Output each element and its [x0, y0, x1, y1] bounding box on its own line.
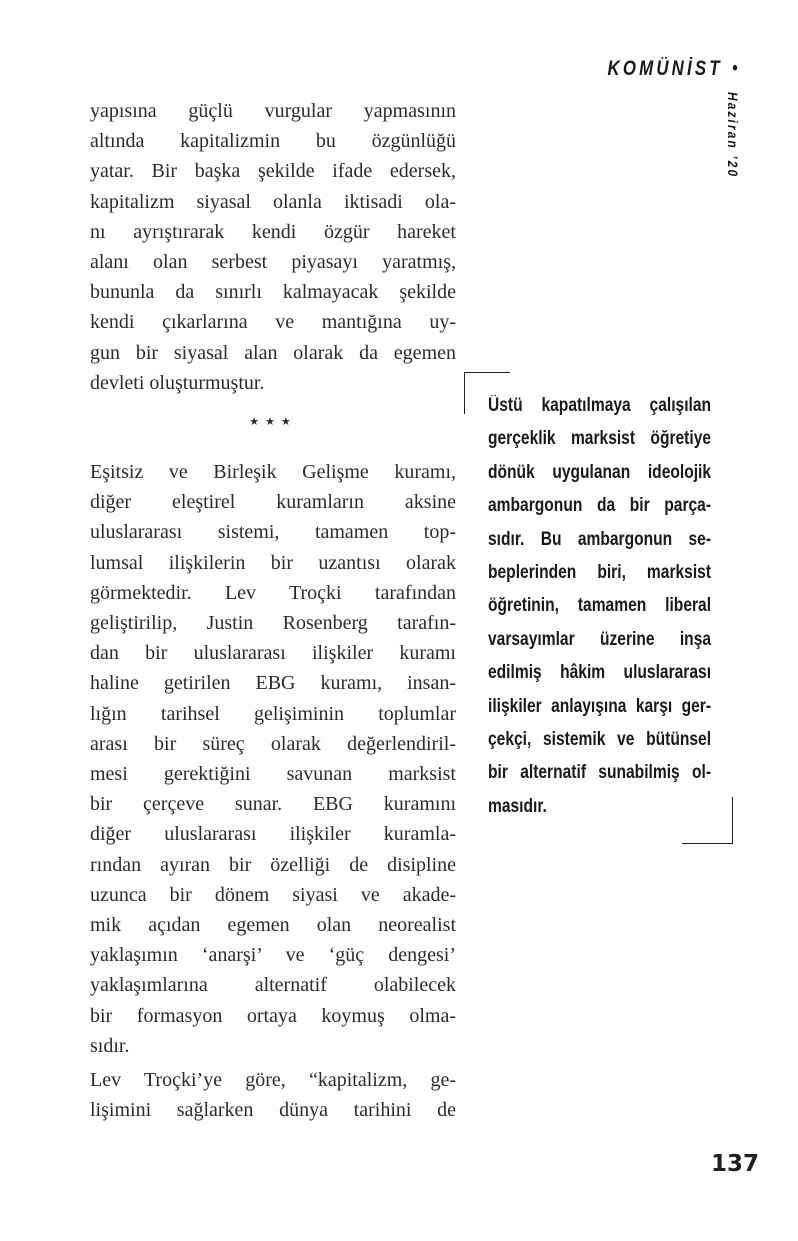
text-line: sıdır. — [90, 1034, 130, 1057]
pull-quote-text — [488, 389, 711, 823]
text-line: gun bir siyasal alan olarak da egemen — [90, 341, 456, 364]
text-line: yapısına güçlü vurgular yapmasının — [90, 100, 456, 122]
page-number: 137 — [710, 1151, 759, 1177]
text-line: dönük uygulanan ideolojik — [488, 461, 712, 483]
text-line: Üstü kapatılmaya çalışılan — [488, 395, 712, 416]
text-line: nı ayrıştırarak kendi özgür hareket — [90, 220, 456, 243]
text-line: öğretinin, tamamen liberal — [488, 595, 712, 617]
text-line: yatar. Bir başka şekilde ifade edersek, — [90, 160, 456, 183]
text-line: Lev Troçki’ye göre, “kapitalizm, ge- — [90, 1069, 456, 1092]
text-line: kendi çıkarlarına ve mantığına uy- — [90, 311, 456, 334]
text-line: yaklaşımın ‘anarşi’ ve ‘güç dengesi’ — [90, 944, 456, 967]
article-paragraph-2 — [90, 457, 456, 1061]
text-line: lumsal ilişkilerin bir uzantısı olarak — [90, 551, 456, 574]
text-line: gerçeklik marksist öğretiye — [488, 428, 712, 450]
text-line: bir çerçeve sunar. EBG kuramını — [90, 793, 456, 816]
text-line: sıdır. Bu ambargonun se- — [488, 528, 712, 550]
text-line: geliştirilip, Justin Rosenberg tarafın- — [90, 612, 456, 635]
text-line: görmektedir. Lev Troçki tarafından — [90, 581, 456, 604]
text-line: arası bir süreç olarak değerlendiril- — [90, 732, 456, 755]
text-line: kapitalizm siyasal olanla iktisadi ola- — [90, 190, 456, 213]
text-line: Eşitsiz ve Birleşik Gelişme kuramı, — [90, 461, 456, 484]
article-body-column — [90, 96, 456, 1126]
article-paragraph-1 — [90, 96, 456, 398]
section-separator-stars: ★★★ — [249, 415, 297, 429]
text-line: masıdır. — [488, 795, 547, 817]
text-line: diğer uluslararası ilişkiler kuramla- — [90, 823, 456, 846]
text-line: dan bir uluslararası ilişkiler kuramı — [90, 642, 456, 665]
text-line: lişimini sağlarken dünya tarihini de — [90, 1099, 456, 1122]
text-line: mesi gerektiğini savunan marksist — [90, 763, 456, 786]
text-line: çekçi, sistemik ve bütünsel — [488, 729, 712, 751]
text-line: ilişkiler anlayışına karşı ger- — [488, 695, 712, 717]
text-line: devleti oluşturmuştur. — [90, 371, 265, 394]
text-line: alanı olan serbest piyasayı yaratmış, — [90, 251, 456, 274]
pull-quote-close-bracket — [682, 797, 733, 844]
text-line: bir formasyon ortaya koymuş olma- — [90, 1004, 456, 1027]
masthead-bullet-icon: • — [732, 58, 738, 79]
text-line: ambargonun da bir parça- — [488, 495, 712, 517]
text-line: yaklaşımlarına alternatif olabilecek — [90, 974, 456, 997]
text-line: uluslararası sistemi, tamamen top- — [90, 521, 456, 544]
text-line: haline getirilen EBG kuramı, insan- — [90, 672, 456, 695]
text-line: mik açıdan egemen olan neorealist — [90, 914, 456, 937]
magazine-masthead — [608, 57, 738, 81]
text-line: diğer eleştirel kuramların aksine — [90, 491, 456, 514]
text-line: varsayımlar üzerine inşa — [488, 628, 712, 650]
text-line: edilmiş hâkim uluslararası — [488, 662, 712, 684]
issue-date-vertical: Haziran ’20 — [725, 92, 741, 179]
text-line: altında kapitalizmin bu özgünlüğü — [90, 130, 456, 153]
text-line: beplerinden biri, marksist — [488, 562, 712, 584]
magazine-title: KOMÜNİST — [607, 57, 724, 80]
text-line: bununla da sınırlı kalmayacak şekilde — [90, 281, 456, 304]
text-line: rından ayıran bir özelliği de disipline — [90, 853, 456, 876]
text-line: lığın tarihsel gelişiminin toplumlar — [90, 702, 456, 725]
article-paragraph-3 — [90, 1065, 456, 1125]
pull-quote — [488, 389, 711, 823]
text-line: uzunca bir dönem siyasi ve akade- — [90, 883, 456, 906]
text-line: bir alternatif sunabilmiş ol- — [488, 762, 712, 784]
